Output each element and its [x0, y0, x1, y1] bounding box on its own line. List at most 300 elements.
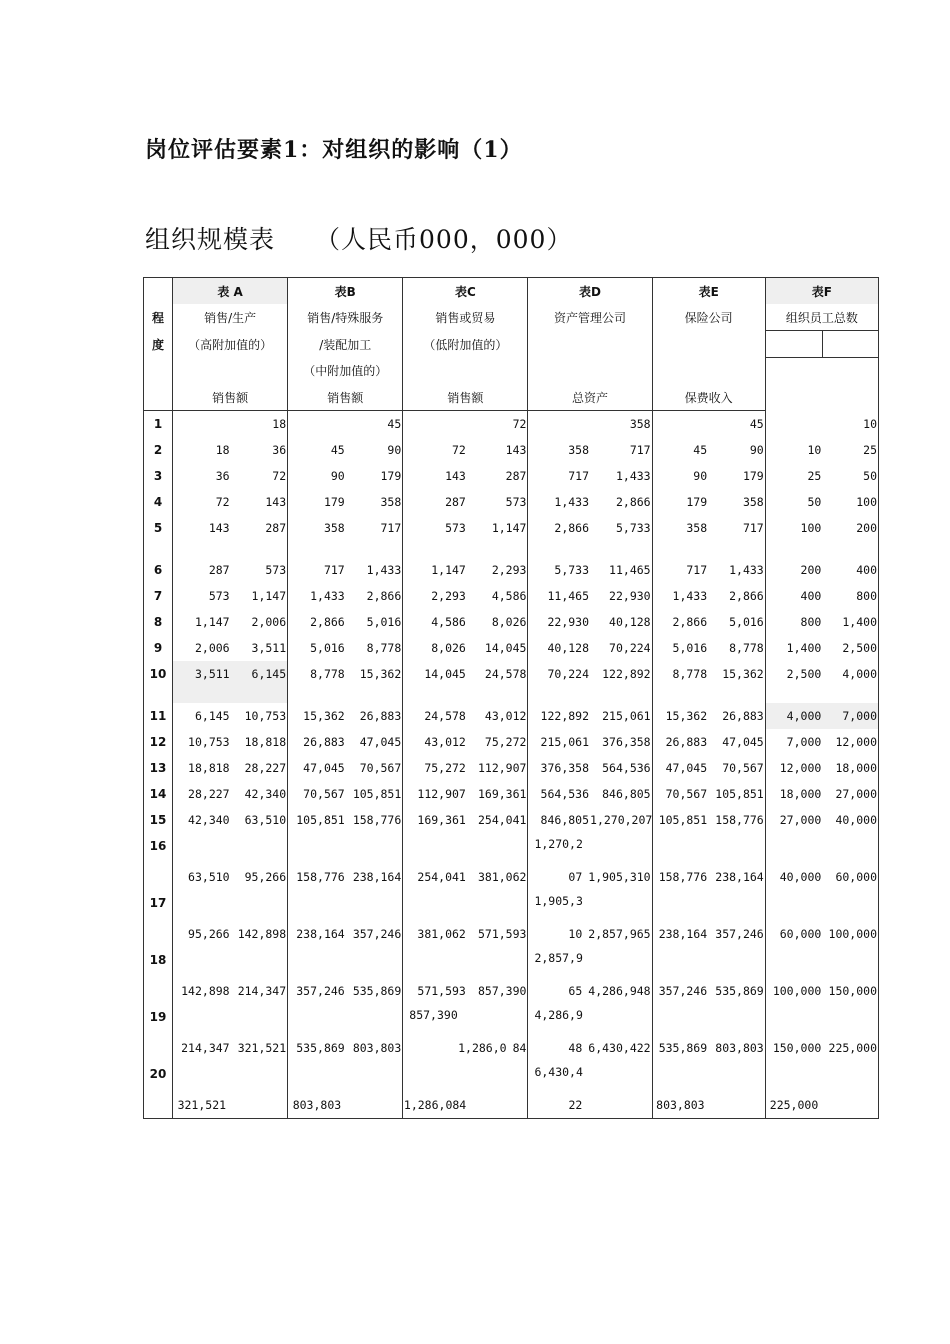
range-min: 1,433: [528, 489, 590, 515]
range-max: 200: [856, 521, 877, 535]
value-part: 07: [568, 870, 583, 884]
range-max: 150,000: [828, 984, 877, 998]
level-number: 7: [153, 589, 163, 603]
range-max: 1,400: [842, 615, 877, 629]
value-part: 857,390: [409, 1008, 458, 1022]
table-row: [144, 703, 879, 729]
table-c-type: 销售或贸易: [403, 304, 528, 331]
range-min: 70,567: [652, 781, 708, 807]
range-max: 1,433: [615, 469, 651, 483]
range-min: [403, 411, 467, 438]
range-min: 1,400: [765, 635, 822, 661]
range-max: 70,224: [609, 641, 651, 655]
range-max: 158,776: [352, 813, 402, 827]
range-max: 358: [629, 417, 651, 431]
range-min: 15,362: [652, 703, 708, 729]
range-max: 84: [512, 1041, 527, 1055]
spacer-cell: [528, 541, 652, 557]
table-row: [144, 947, 879, 1004]
range-max: 25: [863, 443, 877, 457]
level-number: 4: [153, 495, 163, 509]
range-min: 571,593: [403, 947, 467, 1004]
range-max: 100: [856, 495, 877, 509]
table-e-type: 保险公司: [652, 304, 765, 331]
range-max: 717: [629, 443, 651, 457]
range-min: 573: [403, 515, 467, 541]
range-max: 5,733: [615, 521, 651, 535]
range-min: 143: [173, 515, 231, 541]
spacer-cell: [173, 687, 288, 703]
range-max: 22,930: [609, 589, 651, 603]
range-min: 358: [652, 515, 708, 541]
range-max: 1,433: [366, 563, 402, 577]
table-row: [144, 557, 879, 583]
range-min: 179: [652, 489, 708, 515]
spacer-cell: [144, 541, 173, 557]
table-e-title: 表E: [652, 278, 765, 305]
table-row: [144, 661, 879, 687]
value-part: 48: [568, 1041, 583, 1055]
range-max: 60,000: [835, 870, 877, 884]
row-spacer: [144, 687, 879, 703]
range-max: 4,000: [842, 667, 877, 681]
wrapped-value-cell: [528, 947, 652, 1004]
range-min: 25: [765, 463, 822, 489]
range-max: 12,000: [835, 735, 877, 749]
table-row: [144, 1061, 879, 1119]
range-max: 105,851: [715, 787, 764, 801]
range-min: 18: [173, 437, 231, 463]
table-d-type: 资产管理公司: [528, 304, 652, 331]
table-b-desc: /装配加工: [288, 331, 403, 358]
range-max: 3,511: [251, 641, 287, 655]
range-max: 70,567: [359, 761, 402, 775]
table-b-type: 销售/特殊服务: [288, 304, 403, 331]
value-part: 10: [568, 927, 583, 941]
range-min: 200: [765, 557, 822, 583]
table-row: [144, 515, 879, 541]
spacer-cell: [652, 687, 765, 703]
range-max: 14,045: [484, 641, 527, 655]
range-min: 43,012: [403, 729, 467, 755]
range-max: 11,465: [609, 563, 651, 577]
range-min: 11,465: [528, 583, 590, 609]
wrapped-value-cell: [528, 1061, 652, 1119]
range-max: 535,869: [352, 984, 402, 998]
range-min: 254,041: [403, 833, 467, 890]
range-max: 225,000: [828, 1041, 877, 1055]
range-min: 100: [765, 515, 822, 541]
range-max: 2,857,965: [588, 927, 651, 941]
level-number: 8: [153, 615, 163, 629]
table-row: [144, 729, 879, 755]
wrapped-value-cell: [528, 890, 652, 947]
range-min: 8,778: [652, 661, 708, 687]
range-max: 717: [380, 521, 402, 535]
range-min: 800: [765, 609, 822, 635]
range-max: 1,270,207: [590, 813, 653, 827]
range-min: 381,062: [403, 890, 467, 947]
range-max: 50: [863, 469, 877, 483]
range-min: 225,000: [765, 1061, 822, 1119]
range-min: 358: [528, 437, 590, 463]
table-row: [144, 463, 879, 489]
range-min: 2,866: [528, 515, 590, 541]
value-part: 6,430,4: [534, 1065, 583, 1079]
table-c-desc: （低附加值的）: [403, 331, 528, 358]
table-f-type: 组织员工总数: [765, 304, 878, 331]
range-max: 15,362: [359, 667, 402, 681]
range-min: 803,803: [652, 1061, 708, 1119]
range-max: 717: [742, 521, 764, 535]
spacer-cell: [528, 687, 652, 703]
range-min: 287: [403, 489, 467, 515]
range-max: 40,000: [835, 813, 877, 827]
spacer-cell: [765, 687, 878, 703]
page-title: 岗位评估要素1：对组织的影响（1）: [145, 137, 523, 163]
spacer-cell: [403, 541, 528, 557]
range-max: 112,907: [477, 761, 527, 775]
range-min: 535,869: [288, 1004, 346, 1061]
level-header-2: 度: [152, 337, 165, 352]
range-max: 2,293: [491, 563, 527, 577]
table-b-measure: 销售额: [288, 384, 403, 411]
range-max: 321,521: [237, 1041, 287, 1055]
range-max: 75,272: [484, 735, 527, 749]
table-row: [144, 411, 879, 438]
range-max: 238,164: [715, 870, 764, 884]
range-min: 112,907: [403, 781, 467, 807]
range-max: 2,006: [251, 615, 287, 629]
range-min: 1,147: [403, 557, 467, 583]
range-min: [288, 411, 346, 438]
range-min: 26,883: [652, 729, 708, 755]
range-min: 45: [652, 437, 708, 463]
table-c-measure: 销售额: [403, 384, 528, 411]
subtitle-unit: （人民币000，000）: [315, 225, 573, 254]
range-min: 2,866: [652, 609, 708, 635]
range-min: 2,293: [403, 583, 467, 609]
range-max: 357,246: [352, 927, 402, 941]
range-max: 2,500: [842, 641, 877, 655]
value-part: 1,905,3: [534, 894, 583, 908]
range-max: 15,362: [722, 667, 764, 681]
range-min: 4,586: [403, 609, 467, 635]
range-min: 846,805: [528, 807, 590, 833]
range-min: 238,164: [652, 890, 708, 947]
range-max: [708, 1061, 765, 1119]
table-f-title: 表F: [765, 278, 878, 305]
range-max: 18: [272, 417, 287, 431]
range-max: [467, 1061, 528, 1119]
range-min: 60,000: [765, 890, 822, 947]
range-max: 72: [272, 469, 287, 483]
range-max: 26,883: [722, 709, 764, 723]
range-max: 358: [380, 495, 402, 509]
spacer-cell: [288, 541, 403, 557]
level-number: 12: [149, 735, 167, 749]
range-min: [528, 411, 590, 438]
range-min: 214,347: [173, 1004, 231, 1061]
range-max: 8,026: [491, 615, 527, 629]
range-min: 215,061: [528, 729, 590, 755]
range-max: 846,805: [602, 787, 651, 801]
range-max: 18,000: [835, 761, 877, 775]
value-part: 1,286,0: [458, 1041, 507, 1055]
level-number: 5: [153, 521, 163, 535]
level-number: 19: [149, 1010, 167, 1024]
table-subtitle: [145, 220, 572, 256]
range-max: 2,866: [615, 495, 651, 509]
range-min: 717: [528, 463, 590, 489]
table-row: [144, 489, 879, 515]
subtitle-text: 组织规模表: [145, 225, 276, 254]
range-max: 72: [512, 417, 527, 431]
range-max: 142,898: [237, 927, 287, 941]
level-number: 20: [144, 1061, 173, 1119]
table-row: [144, 807, 879, 833]
range-min: 40,128: [528, 635, 590, 661]
level-number: 2: [153, 443, 163, 457]
range-max: 45: [749, 417, 764, 431]
value-part: 65: [568, 984, 583, 998]
range-max: 238,164: [352, 870, 402, 884]
range-max: 1,147: [251, 589, 287, 603]
range-min: 36: [173, 463, 231, 489]
range-max: 7,000: [822, 703, 878, 729]
range-max: 45: [387, 417, 402, 431]
range-max: 27,000: [835, 787, 877, 801]
range-min: 70,567: [288, 781, 346, 807]
range-min: 5,016: [288, 635, 346, 661]
range-max: 358: [742, 495, 764, 509]
range-max: 158,776: [715, 813, 764, 827]
range-max: 36: [272, 443, 287, 457]
range-min: 150,000: [765, 1004, 822, 1061]
range-max: 70,567: [722, 761, 764, 775]
range-max: 90: [749, 443, 764, 457]
range-min: 40,000: [765, 833, 822, 890]
table-row: [144, 437, 879, 463]
table-row: [144, 583, 879, 609]
range-max: 42,340: [244, 787, 287, 801]
range-min: 1,433: [652, 583, 708, 609]
table-row: [144, 890, 879, 947]
level-number: 16: [149, 839, 167, 853]
range-min: 18,818: [173, 755, 231, 781]
range-max: 5,016: [366, 615, 402, 629]
range-max: 18,818: [244, 735, 287, 749]
range-max: 143: [265, 495, 287, 509]
range-max: 26,883: [359, 709, 402, 723]
range-min: 27,000: [765, 807, 822, 833]
range-min: 357,246: [652, 947, 708, 1004]
range-max: 63,510: [244, 813, 287, 827]
range-min: 535,869: [652, 1004, 708, 1061]
value-part: 1,270,2: [534, 837, 583, 851]
level-number: 10: [149, 667, 167, 681]
range-max: 254,041: [477, 813, 527, 827]
table-row: [144, 1004, 879, 1061]
spacer-cell: [765, 541, 878, 557]
range-min: 18,000: [765, 781, 822, 807]
range-min: 12,000: [765, 755, 822, 781]
table-row: [144, 755, 879, 781]
spacer-cell: [652, 541, 765, 557]
table-row: [144, 609, 879, 635]
spacer-cell: [403, 687, 528, 703]
organization-size-table: [143, 277, 879, 1119]
range-min: 1,147: [173, 609, 231, 635]
range-max: 28,227: [244, 761, 287, 775]
range-min: 72: [403, 437, 467, 463]
range-min: 717: [652, 557, 708, 583]
range-min: 8,026: [403, 635, 467, 661]
range-min: 169,361: [403, 807, 467, 833]
range-min: 376,358: [528, 755, 590, 781]
range-min: 70,224: [528, 661, 590, 687]
range-min: 105,851: [288, 807, 346, 833]
range-max: 6,145: [231, 661, 288, 687]
range-max: 215,061: [602, 709, 651, 723]
range-max: 24,578: [484, 667, 527, 681]
range-max: 100,000: [828, 927, 877, 941]
range-max: 571,593: [477, 927, 527, 941]
table-b-desc2: （中附加值的）: [288, 358, 403, 385]
range-min: 15,362: [288, 703, 346, 729]
table-a-measure: 销售额: [173, 384, 288, 411]
range-min: [173, 411, 231, 438]
range-min: 45: [288, 437, 346, 463]
range-min: 564,536: [528, 781, 590, 807]
level-number: 1: [153, 417, 163, 431]
wrapped-value-cell: [403, 1004, 528, 1061]
row-spacer: [144, 541, 879, 557]
range-max: 214,347: [237, 984, 287, 998]
range-max: 2,866: [366, 589, 402, 603]
range-max: 8,778: [729, 641, 764, 655]
range-min: 10: [765, 437, 822, 463]
range-min: 803,803: [288, 1061, 346, 1119]
range-min: 287: [173, 557, 231, 583]
value-part: 4,286,9: [534, 1008, 583, 1022]
range-max: 2,866: [729, 589, 764, 603]
range-max: [346, 1061, 403, 1119]
table-a-desc: （高附加值的）: [173, 331, 288, 358]
range-min: 158,776: [652, 833, 708, 890]
range-min: 717: [288, 557, 346, 583]
range-max: 47,045: [359, 735, 402, 749]
range-max: 287: [505, 469, 527, 483]
range-min: 400: [765, 583, 822, 609]
range-min: 2,866: [288, 609, 346, 635]
range-min: 238,164: [288, 890, 346, 947]
range-min: 42,340: [173, 807, 231, 833]
level-header-blank: [144, 278, 173, 305]
level-number: 11: [149, 709, 167, 723]
range-max: 4,286,948: [588, 984, 651, 998]
range-max: 1,433: [729, 563, 764, 577]
range-max: 573: [265, 563, 287, 577]
table-row: [144, 635, 879, 661]
level-number: 18: [149, 953, 167, 967]
range-min: 90: [652, 463, 708, 489]
range-min: 122,892: [528, 703, 590, 729]
range-max: 105,851: [352, 787, 402, 801]
level-header-1: 程: [152, 310, 165, 325]
range-min: 63,510: [173, 833, 231, 890]
range-max: 857,390: [477, 984, 527, 998]
range-max: 143: [505, 443, 527, 457]
range-min: 179: [288, 489, 346, 515]
range-min: 3,511: [173, 661, 231, 687]
table-d-measure: 总资产: [528, 384, 652, 411]
range-max: [822, 1061, 878, 1119]
spacer-cell: [173, 541, 288, 557]
range-max: 357,246: [715, 927, 764, 941]
level-number: 17: [149, 896, 167, 910]
wrapped-value-cell: [528, 833, 652, 890]
range-max: 287: [265, 521, 287, 535]
table-row: [144, 833, 879, 890]
range-min: 1,286,084: [403, 1061, 467, 1119]
range-min: 28,227: [173, 781, 231, 807]
range-min: 2,006: [173, 635, 231, 661]
range-min: 4,000: [765, 703, 822, 729]
wrapped-value-cell: [528, 1004, 652, 1061]
range-min: 26,883: [288, 729, 346, 755]
table-b-title: 表B: [288, 278, 403, 305]
table-a-type: 销售/生产: [173, 304, 288, 331]
range-max: 90: [387, 443, 402, 457]
range-max: 376,358: [602, 735, 651, 749]
range-min: 75,272: [403, 755, 467, 781]
range-max: [231, 1061, 288, 1119]
range-min: 47,045: [652, 755, 708, 781]
range-min: 95,266: [173, 890, 231, 947]
range-min: 1,433: [288, 583, 346, 609]
range-min: 90: [288, 463, 346, 489]
range-max: 535,869: [715, 984, 764, 998]
range-min: [765, 411, 822, 438]
range-max: 5,016: [729, 615, 764, 629]
range-min: 5,733: [528, 557, 590, 583]
range-min: 358: [288, 515, 346, 541]
value-part: 22: [568, 1098, 583, 1112]
range-max: 40,128: [609, 615, 651, 629]
range-max: 800: [856, 589, 877, 603]
range-max: 8,778: [366, 641, 402, 655]
range-max: 6,430,422: [588, 1041, 651, 1055]
range-max: 122,892: [602, 667, 651, 681]
range-max: 803,803: [352, 1041, 402, 1055]
range-min: 573: [173, 583, 231, 609]
range-max: 573: [505, 495, 527, 509]
range-max: 169,361: [477, 787, 527, 801]
table-d-title: 表D: [528, 278, 652, 305]
range-min: 321,521: [173, 1061, 231, 1119]
range-max: 1,905,310: [588, 870, 651, 884]
range-max: 4,586: [491, 589, 527, 603]
range-min: 72: [173, 489, 231, 515]
range-max: 10,753: [244, 709, 287, 723]
range-min: [652, 411, 708, 438]
range-min: 24,578: [403, 703, 467, 729]
table-row: [144, 781, 879, 807]
range-max: 564,536: [602, 761, 651, 775]
range-min: 5,016: [652, 635, 708, 661]
range-min: 14,045: [403, 661, 467, 687]
